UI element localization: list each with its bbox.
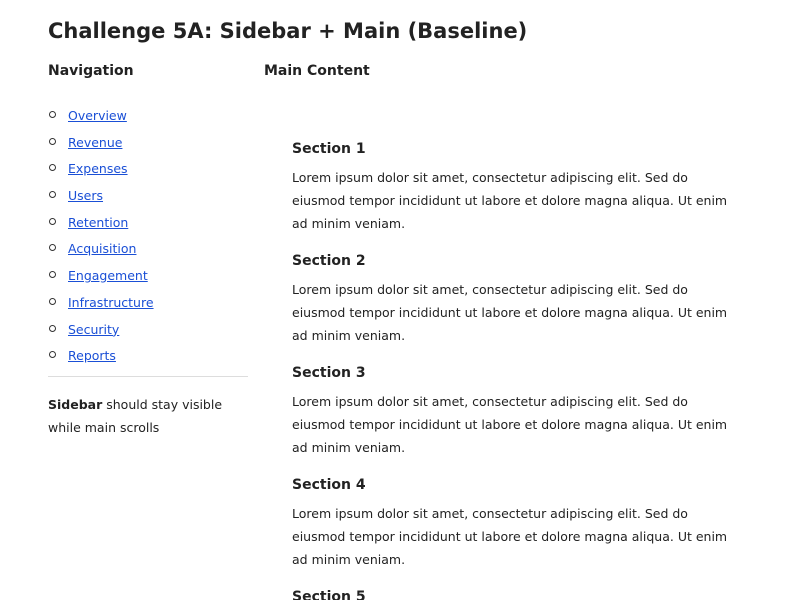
section-title: Section 4 <box>292 477 366 493</box>
section-title: Section 2 <box>292 253 366 269</box>
sidebar-note <box>48 393 248 439</box>
section-3 <box>292 362 732 459</box>
section-title: Section 3 <box>292 365 366 381</box>
page-title: Challenge 5A: Sidebar + Main (Baseline) <box>48 19 528 43</box>
nav-list <box>48 105 248 372</box>
bullet-icon <box>49 351 56 358</box>
sidebar-note-text: should stay visible while main scrolls <box>48 396 223 435</box>
nav-link-acquisition[interactable]: Acquisition <box>68 241 137 257</box>
bullet-icon <box>49 111 56 118</box>
nav-link-expenses[interactable]: Expenses <box>68 161 128 177</box>
main-content[interactable] <box>264 60 764 600</box>
nav-link-revenue[interactable]: Revenue <box>68 134 123 150</box>
section-body: Lorem ipsum dolor sit amet, consectetur adipiscing elit. Sed do eiusmod tempor incididunt ut labore et dolore magna aliqua. Ut enim ad minim veniam. <box>292 506 728 567</box>
sidebar-item-users <box>48 185 248 212</box>
nav-link-infrastructure[interactable]: Infrastructure <box>68 294 154 310</box>
bullet-icon <box>49 164 56 171</box>
sidebar-item-overview <box>48 105 248 132</box>
sidebar-item-infrastructure <box>48 292 248 319</box>
section-5 <box>292 586 732 600</box>
bullet-icon <box>49 218 56 225</box>
nav-link-reports[interactable]: Reports <box>68 348 116 364</box>
sections-list <box>292 138 732 600</box>
bullet-icon <box>49 138 56 145</box>
sidebar <box>48 60 248 439</box>
sidebar-item-reports <box>48 345 248 372</box>
section-2 <box>292 250 732 347</box>
section-body: Lorem ipsum dolor sit amet, consectetur adipiscing elit. Sed do eiusmod tempor incididunt ut labore et dolore magna aliqua. Ut enim ad minim veniam. <box>292 170 728 231</box>
section-body: Lorem ipsum dolor sit amet, consectetur adipiscing elit. Sed do eiusmod tempor incididunt ut labore et dolore magna aliqua. Ut enim ad minim veniam. <box>292 282 728 343</box>
nav-link-overview[interactable]: Overview <box>68 108 127 123</box>
sidebar-heading: Navigation <box>48 63 134 79</box>
sidebar-item-expenses <box>48 158 248 185</box>
nav-link-security[interactable]: Security <box>68 321 120 337</box>
nav-link-engagement[interactable]: Engagement <box>68 268 148 284</box>
bullet-icon <box>49 271 56 278</box>
section-1 <box>292 138 732 235</box>
sidebar-item-revenue <box>48 132 248 159</box>
sidebar-note-bold: Sidebar <box>48 396 103 412</box>
section-body: Lorem ipsum dolor sit amet, consectetur adipiscing elit. Sed do eiusmod tempor incididunt ut labore et dolore magna aliqua. Ut enim ad minim veniam. <box>292 394 728 455</box>
bullet-icon <box>49 298 56 305</box>
main-heading: Main Content <box>264 63 370 79</box>
nav-link-users[interactable]: Users <box>68 188 104 204</box>
sidebar-item-retention <box>48 212 248 239</box>
bullet-icon <box>49 191 56 198</box>
sidebar-item-acquisition <box>48 238 248 265</box>
section-4 <box>292 474 732 571</box>
sidebar-divider <box>48 376 248 377</box>
nav-link-retention[interactable]: Retention <box>68 214 129 230</box>
bullet-icon <box>49 244 56 251</box>
section-title: Section 1 <box>292 141 366 157</box>
sidebar-item-engagement <box>48 265 248 292</box>
bullet-icon <box>49 325 56 332</box>
sidebar-item-security <box>48 319 248 346</box>
section-title: Section 5 <box>292 589 366 600</box>
